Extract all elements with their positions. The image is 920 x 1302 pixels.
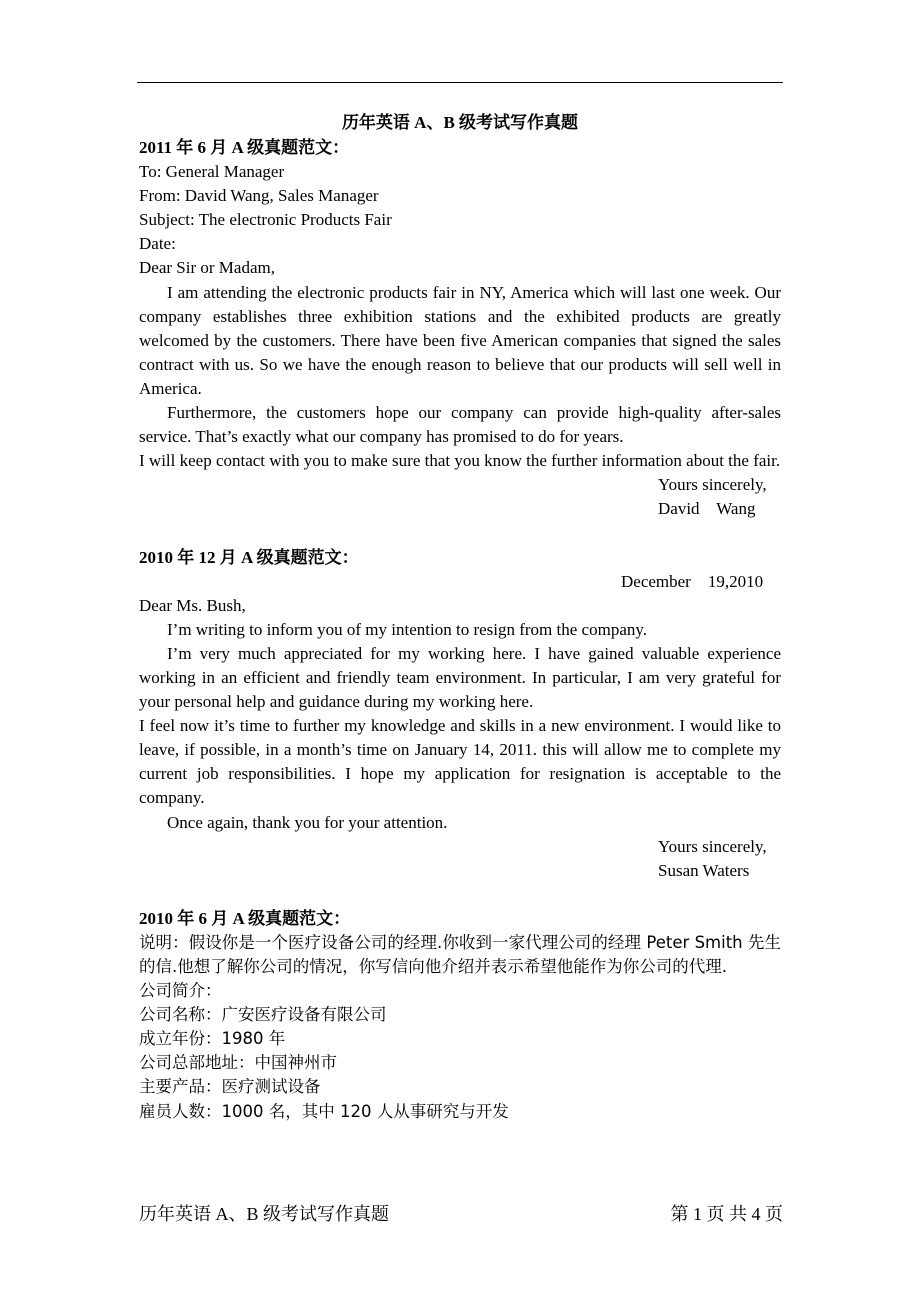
memo-date: Date: bbox=[139, 234, 176, 254]
header-rule bbox=[137, 82, 783, 83]
instruction: 说明：假设你是一个医疗设备公司的经理.你收到一家代理公司的经理 Peter Smith 先生的信.他想了解你公司的情况，你写信向他介绍并表示希望他能作为你公司的代理. bbox=[139, 932, 781, 976]
signature: Susan Waters bbox=[658, 860, 750, 880]
paragraph: I’m writing to inform you of my intention to resign from the company. bbox=[167, 619, 648, 639]
closing: Yours sincerely, bbox=[658, 475, 767, 495]
company-products: 主要产品：医疗测试设备 bbox=[139, 1077, 321, 1097]
paragraph: Once again, thank you for your attention. bbox=[167, 812, 448, 832]
page-number: 第 1 页 共 4 页 bbox=[670, 1204, 783, 1224]
salutation: Dear Sir or Madam, bbox=[139, 258, 275, 278]
closing: Yours sincerely, bbox=[658, 836, 767, 856]
section-heading: 2011 年 6 月 A 级真题范文： bbox=[139, 138, 350, 157]
paragraph: Furthermore, the customers hope our company can provide high-quality after-sales service. That’s exactly what our company has promised to do for years. bbox=[139, 403, 781, 447]
section-heading: 2010 年 12 月 A 级真题范文： bbox=[139, 547, 359, 567]
paragraph: I will keep contact with you to make sure that you know the further information about the fair. bbox=[139, 451, 781, 471]
memo-to: To: General Manager bbox=[139, 162, 285, 182]
document-body bbox=[139, 110, 781, 1124]
paragraph: I am attending the electronic products fair in NY, America which will last one week. Our company establishes three exhibition stations and the exhibited products are greatly welcomed by the customers. There have been five American companies that signed the sales contract with us. So we have the enough reason to believe that our products will sell well in America. bbox=[139, 282, 781, 398]
signature: David Wang bbox=[658, 499, 756, 519]
page-footer bbox=[139, 1200, 783, 1226]
company-name: 公司名称：广安医疗设备有限公司 bbox=[139, 1005, 387, 1025]
footer-title: 历年英语 A、B 级考试写作真题 bbox=[139, 1204, 390, 1224]
paragraph: I feel now it’s time to further my knowledge and skills in a new environment. I would like to leave, if possible, in a month’s time on January 14, 2011. this will allow me to complete my current job responsibilities. I hope my application for resignation is acceptable to the company. bbox=[139, 716, 781, 808]
letter-date: December 19,2010 bbox=[621, 571, 764, 591]
section-2011-june bbox=[139, 136, 781, 522]
company-founded: 成立年份：1980 年 bbox=[139, 1029, 286, 1049]
company-hq: 公司总部地址：中国神州市 bbox=[139, 1053, 337, 1073]
company-employees: 雇员人数：1000 名，其中 120 人从事研究与开发 bbox=[139, 1101, 509, 1121]
memo-subject: Subject: The electronic Products Fair bbox=[139, 210, 392, 230]
section-2010-december bbox=[139, 546, 781, 883]
page-title: 历年英语 A、B 级考试写作真题 bbox=[341, 113, 579, 132]
memo-from: From: David Wang, Sales Manager bbox=[139, 186, 379, 206]
paragraph: I’m very much appreciated for my working here. I have gained valuable experience working in an efficient and friendly team environment. In particular, I am very grateful for your personal help and guidance during my working here. bbox=[139, 643, 781, 712]
section-2010-june bbox=[139, 907, 781, 1124]
section-heading: 2010 年 6 月 A 级真题范文： bbox=[139, 908, 351, 928]
company-intro-label: 公司简介： bbox=[139, 981, 222, 1001]
salutation: Dear Ms. Bush, bbox=[139, 595, 246, 615]
